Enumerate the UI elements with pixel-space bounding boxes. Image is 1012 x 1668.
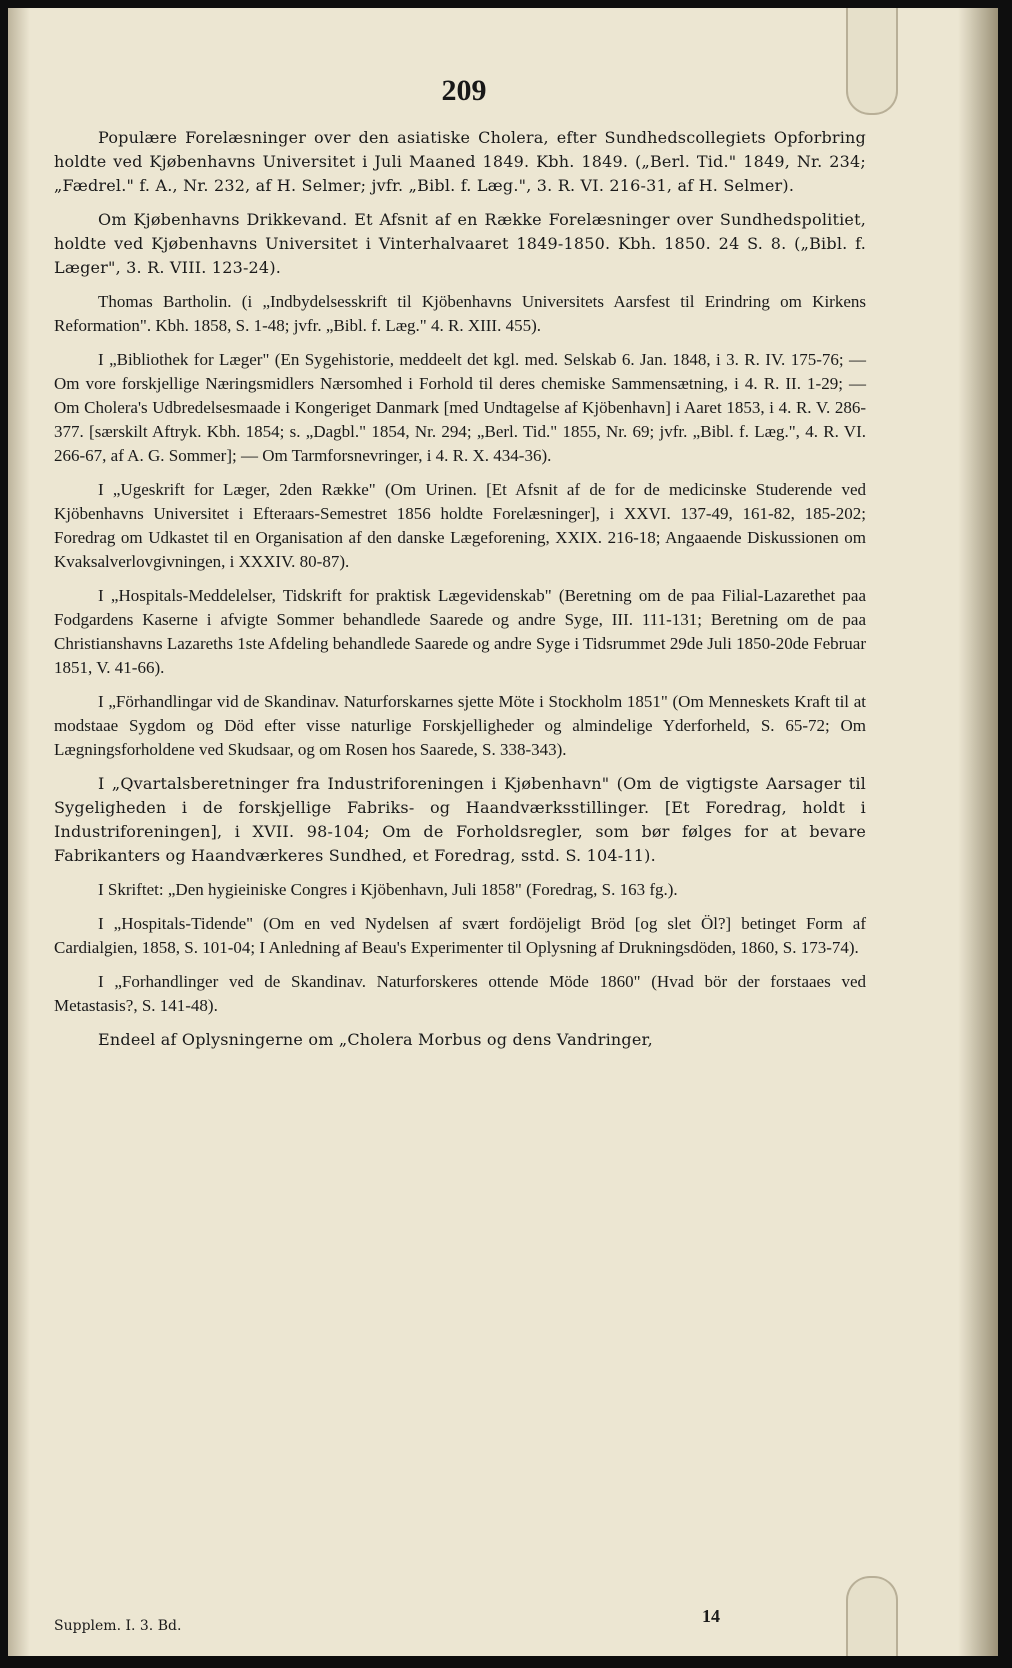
bibliography-entry: I „Qvartalsberetninger fra Industriforeningen i Kjøbenhavn" (Om de vigtigste Aarsager til Sygeligheden i de forskjellige Fabriks- og Haandværksstillinger. [Et Foredrag, holdt i Industriforeningen], i XVII. 98-104; Om de Forholdsregler, som bør følges for at bevare Fabrikanters og Haandværkeres Sundhed, et Foredrag, sstd. S. 104-11). (54, 774, 866, 865)
page-edge-shadow (958, 8, 998, 1656)
page-number: 209 (441, 74, 487, 107)
bibliography-entry: Endeel af Oplysningerne om „Cholera Morbus og dens Vandringer, (98, 1030, 653, 1049)
bibliography-entry: Om Kjøbenhavns Drikkevand. Et Afsnit af en Række Forelæsninger over Sundhedspolitiet, holdte ved Kjøbenhavns Universitet i Vinterhalvaaret 1849-1850. Kbh. 1850. 24 S. 8. („Bibl. f. Læger", 3. R. VIII. 123-24). (54, 210, 866, 277)
bibliography-entry: I „Hospitals-Meddelelser, Tidskrift for praktisk Lægevidenskab" (Beretning om de paa Filial-Lazarethet paa Fodgardens Kaserne i afvigte Sommer behandlede Saarede og andre Syge, III. 111-131; Beretning om de paa Christianshavns Lazareths 1ste Afdeling behandlede Saarede og andre Syge i Tidsrummet 29de Juli 1850-20de Februar 1851, V. 41-66). (54, 586, 866, 677)
sheet-number: 14 (702, 1606, 720, 1626)
bibliography-entry: I „Forhandlinger ved de Skandinav. Naturforskeres ottende Möde 1860" (Hvad bör der forstaaes ved Metastasis?, S. 141-48). (54, 972, 866, 1015)
scanner-clip-bottom (846, 1576, 898, 1656)
bibliography-entry: I „Bibliothek for Læger" (En Sygehistorie, meddeelt det kgl. med. Selskab 6. Jan. 1848, i 3. R. IV. 175-76; — Om vore forskjellige Næringsmidlers Nærsomhed i Forhold til deres chemiske Sammensætning, i 4. R. II. 1-29; — Om Cholera's Udbredelsesmaade i Kongeriget Danmark [med Undtagelse af Kjöbenhavn] i Aaret 1853, i 4. R. V. 286-377. [særskilt Aftryk. Kbh. 1854; s. „Dagbl." 1854, Nr. 294; „Berl. Tid." 1855, Nr. 69; jvfr. „Bibl. f. Læg.", 4. R. VI. 266-67, af A. G. Sommer]; — Om Tarmforsnevringer, i 4. R. X. 434-36). (54, 350, 866, 465)
bibliography-entry: I „Ugeskrift for Læger, 2den Række" (Om Urinen. [Et Afsnit af de for de medicinske Studerende ved Kjöbenhavns Universitet i Efteraars-Semestret 1856 holdte Forelæsninger], i XXVI. 137-49, 161-82, 185-202; Foredrag om Udkastet til en Organisation af den danske Lægeforening, XXIX. 216-18; Angaaende Diskussionen om Kvaksalverlovgivningen, i XXXIV. 80-87). (54, 480, 866, 571)
bibliography-entry: I Skriftet: „Den hygieiniske Congres i Kjöbenhavn, Juli 1858" (Foredrag, S. 163 fg.). (98, 880, 678, 899)
page-gutter-shadow (8, 8, 30, 1656)
bibliography-entry: Thomas Bartholin. (i „Indbydelsesskrift til Kjöbenhavns Universitets Aarsfest til Erindring om Kirkens Reformation". Kbh. 1858, S. 1-48; jvfr. „Bibl. f. Læg." 4. R. XIII. 455). (54, 292, 866, 335)
book-page (8, 8, 998, 1656)
bibliography-entry: I „Förhandlingar vid de Skandinav. Naturforskarnes sjette Möte i Stockholm 1851" (Om Menneskets Kraft til at modstaae Sygdom og Död efter visse naturlige Forskjelligheder og almindelige Yderforheld, S. 65-72; Om Lægningsforholdene ved Skudsaar, og om Rosen hos Saarede, S. 338-343). (54, 692, 866, 759)
page-body (54, 126, 866, 1062)
bibliography-entry: Populære Forelæsninger over den asiatiske Cholera, efter Sundhedscollegiets Opforbring holdte ved Kjøbenhavns Universitet i Juli Maaned 1849. Kbh. 1849. („Berl. Tid." 1849, Nr. 234; „Fædrel." f. A., Nr. 232, af H. Selmer; jvfr. „Bibl. f. Læg.", 3. R. VI. 216-31, af H. Selmer). (54, 128, 866, 195)
bibliography-entry: I „Hospitals-Tidende" (Om en ved Nydelsen af svært fordöjeligt Bröd [og slet Öl?] betinget Form af Cardialgien, 1858, S. 101-04; I Anledning af Beau's Experimenter til Oplysning af Drukningsdöden, 1860, S. 173-74). (54, 914, 866, 957)
scan-border (0, 1656, 1012, 1668)
signature-mark: Supplem. I. 3. Bd. (54, 1618, 182, 1634)
